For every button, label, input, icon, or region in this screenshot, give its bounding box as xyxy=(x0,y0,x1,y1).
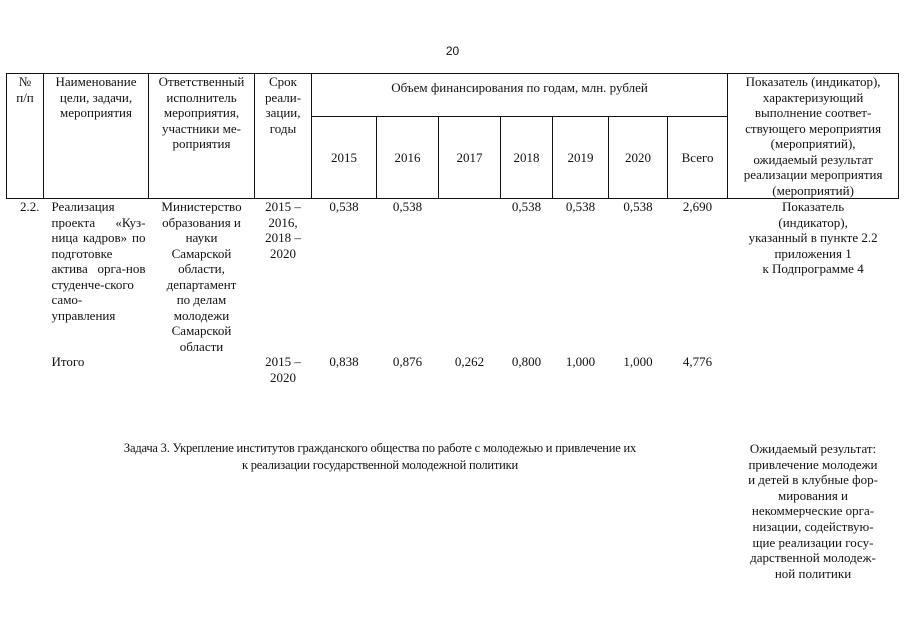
total-num xyxy=(7,354,44,385)
row-responsible: Министерство образования и науки Самарской области, департамент по делам молодежи Самарской области xyxy=(161,199,242,354)
header-funding: Объем финансирования по годам, млн. рублей xyxy=(312,74,728,117)
year-total: Всего xyxy=(668,117,728,199)
year-2016: 2016 xyxy=(377,117,439,199)
total-term: 2015 – 2020 xyxy=(265,354,301,385)
year-2020: 2020 xyxy=(609,117,668,199)
row-value-2015: 0,538 xyxy=(329,199,359,214)
total-value-total: 4,776 xyxy=(682,354,713,369)
total-label: Итого xyxy=(51,354,85,369)
table-row xyxy=(7,199,899,355)
total-responsible xyxy=(149,354,255,385)
total-value-2018: 0,800 xyxy=(511,354,542,369)
row-value-2018: 0,538 xyxy=(511,199,542,214)
row-term: 2015 – 2016, 2018 – 2020 xyxy=(265,199,301,261)
total-value-2016: 0,876 xyxy=(392,354,423,369)
funding-table xyxy=(6,73,899,385)
total-indicator xyxy=(728,354,899,385)
row-value-2017 xyxy=(439,199,501,355)
year-2018: 2018 xyxy=(501,117,553,199)
year-2017: 2017 xyxy=(439,117,501,199)
header-term: Срок реали- зации, годы xyxy=(255,74,312,199)
row-indicator: Показатель (индикатор), указанный в пункте 2.2 приложения 1 к Подпрограмме 4 xyxy=(748,199,878,276)
header-responsible: Ответственный исполнитель мероприятия, участники ме- роприятия xyxy=(149,74,255,199)
total-row xyxy=(7,354,899,385)
table-header-row xyxy=(7,74,899,117)
total-value-2020: 1,000 xyxy=(623,354,653,369)
row-value-2016: 0,538 xyxy=(392,199,423,214)
row-num: 2.2. xyxy=(20,199,40,214)
row-name: Реализация проекта «Куз-ница кадров» по подготовке актива орга-нов студенче-ского само-управления xyxy=(51,199,146,323)
task-heading xyxy=(60,440,700,474)
total-value-2015: 0,838 xyxy=(329,354,359,369)
row-value-2020: 0,538 xyxy=(623,199,653,214)
total-value-2017: 0,262 xyxy=(454,354,485,369)
year-2015: 2015 xyxy=(312,117,377,199)
header-num: № п/п xyxy=(7,74,44,199)
row-value-2019: 0,538 xyxy=(565,199,596,214)
total-value-2019: 1,000 xyxy=(565,354,596,369)
task-line-1: Задача 3. Укрепление институтов гражданского общества по работе с молодежью и привлечение их xyxy=(123,441,637,455)
expected-result: Ожидаемый результат: привлечение молодежи и детей в клубные фор- мирования и некоммерческие орга- низации, содействую- щие реализации госу- дарственной молодеж- ной политики xyxy=(748,441,878,581)
year-2019: 2019 xyxy=(553,117,609,199)
page-number: 20 xyxy=(445,44,460,58)
task-line-2: к реализации государственной молодежной политики xyxy=(241,458,519,472)
header-indicator: Показатель (индикатор), характеризующий выполнение соответ- ствующего мероприятия (мероприятий), ожидаемый результат реализации мероприятия (мероприятий) xyxy=(728,74,899,199)
row-value-total: 2,690 xyxy=(682,199,713,214)
header-name: Наименование цели, задачи, мероприятия xyxy=(44,74,149,199)
